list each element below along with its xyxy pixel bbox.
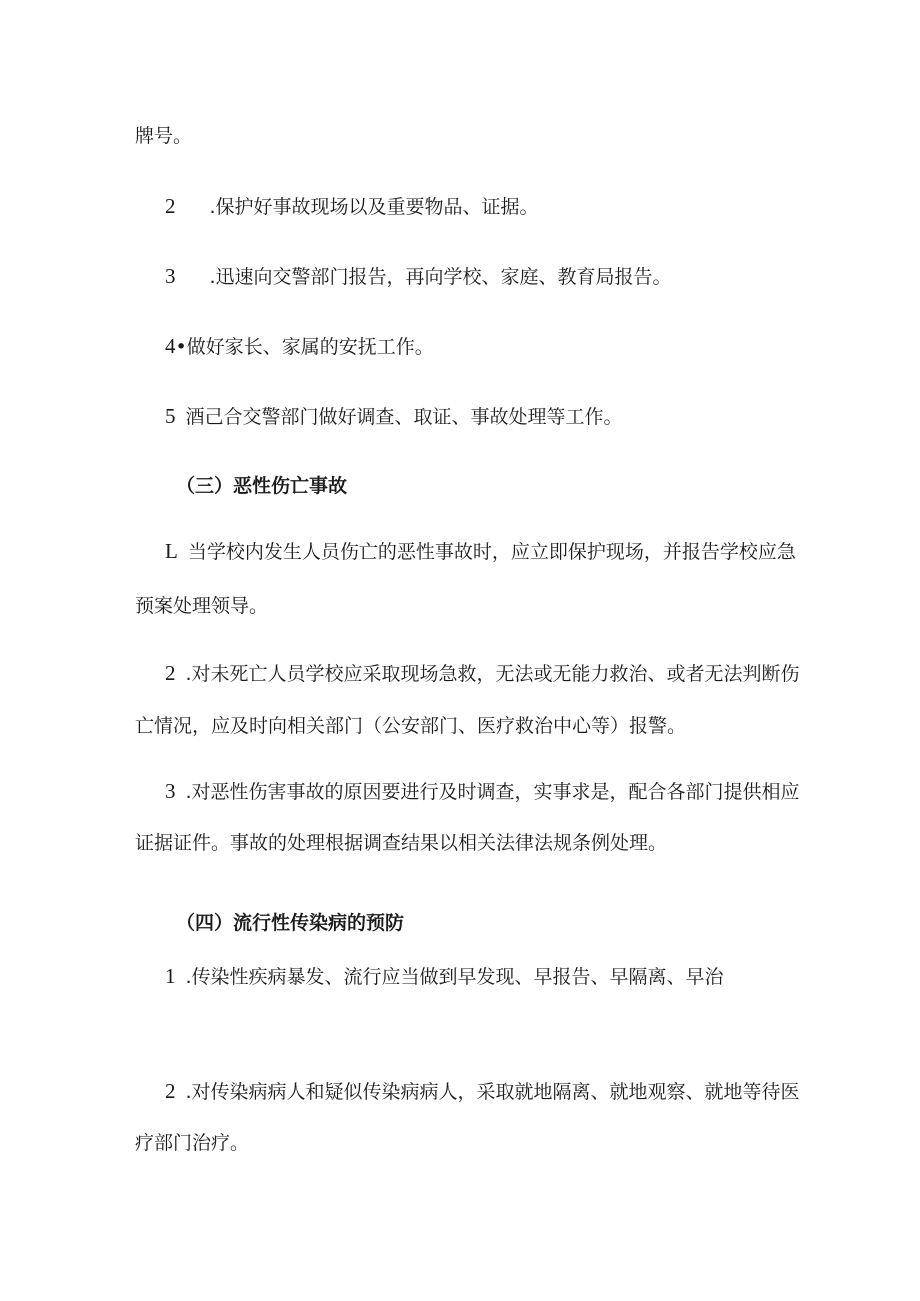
heading-text: （三）恶性伤亡事故	[176, 475, 348, 497]
item-number: 3	[165, 779, 176, 803]
item-number: 3	[165, 264, 176, 288]
item-text: .传染性疾病暴发、流行应当做到早发现、早报告、早隔离、早治	[185, 966, 724, 988]
item-number: 1	[165, 964, 176, 988]
text-line	[135, 713, 686, 739]
list-item	[165, 403, 623, 430]
section-heading	[176, 910, 404, 936]
item-text: 当学校内发生人员伤亡的恶性事故时，应立即保护现场，并报告学校应急	[187, 541, 796, 563]
text-line	[135, 1130, 249, 1156]
list-item	[165, 1078, 800, 1105]
line-text: 疗部门治疗。	[135, 1132, 250, 1154]
item-text: •做好家长、家属的安抚工作。	[175, 336, 434, 358]
line-text: 亡情况，应及时向相关部门（公安部门、医疗救治中心等）报警。	[135, 715, 687, 737]
item-text: .对传染病病人和疑似传染病病人，采取就地隔离、就地观察、就地等待医	[185, 1081, 800, 1103]
list-item	[165, 778, 800, 805]
list-item	[165, 333, 434, 360]
list-item	[165, 263, 672, 290]
list-item	[165, 193, 539, 220]
item-number: 2	[165, 1079, 176, 1103]
item-number: 2	[165, 661, 176, 685]
text-line	[135, 830, 667, 856]
list-item	[165, 660, 800, 687]
item-text: .对未死亡人员学校应采取现场急救，无法或无能力救治、或者无法判断伤	[185, 663, 800, 685]
item-number: 2	[165, 194, 176, 218]
item-number: 4	[165, 334, 176, 358]
text-line	[135, 123, 192, 149]
item-text: .保护好事故现场以及重要物品、证据。	[209, 196, 539, 218]
line-text: 证据证件。事故的处理根据调查结果以相关法律法规条例处理。	[135, 832, 668, 854]
list-item	[165, 538, 796, 565]
section-heading	[176, 473, 347, 499]
text-line	[135, 593, 268, 619]
item-number: 5	[165, 404, 176, 428]
item-number: L	[165, 539, 178, 563]
item-text: 酒己合交警部门做好调查、取证、事故处理等工作。	[185, 406, 623, 428]
line-text: 预案处理领导。	[135, 595, 269, 617]
line-text: 牌号。	[135, 125, 193, 147]
heading-text: （四）流行性传染病的预防	[176, 912, 405, 934]
item-text: .对恶性伤害事故的原因要进行及时调查，实事求是，配合各部门提供相应	[185, 781, 800, 803]
list-item	[165, 963, 724, 990]
item-text: .迅速向交警部门报告，再向学校、家庭、教育局报告。	[209, 266, 672, 288]
